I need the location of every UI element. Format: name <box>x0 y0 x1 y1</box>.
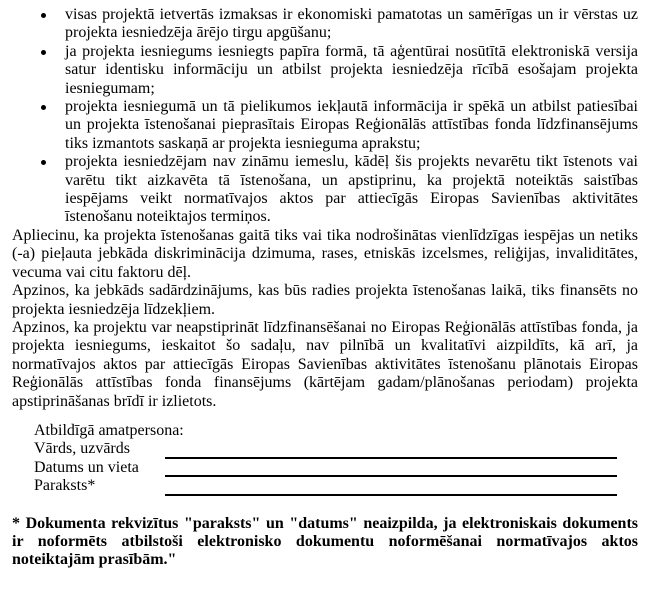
signature-row-date-place <box>34 459 638 477</box>
declaration-paragraph: Apzinos, ka jebkāds sadārdzinājums, kas būs radies projekta īstenošanas laikā, tiks finansēts no projekta iesniedzēja līdzekļiem. <box>12 282 638 318</box>
bullet-icon <box>41 13 46 18</box>
signature-label-signature: Paraksts* <box>34 477 96 495</box>
signature-line-date-place <box>165 459 617 477</box>
signature-line-name <box>165 441 617 459</box>
bullet-icon <box>41 160 46 165</box>
bullet-text: projekta iesniegumā un tā pielikumos iekļautā informācija ir spēkā un atbilst patiesībai un projekta īstenošanai pieprasītais Eiropas Reģionālās attīstības fonda līdzfinansējums tiks izmantots saskaņā ar projekta iesnieguma aprakstu; <box>65 98 638 152</box>
declaration-paragraph: Apzinos, ka projektu var neapstiprināt līdzfinansēšanai no Eiropas Reģionālās attīstības fonda, ja projekta iesniegums, ieskaitot šo sadaļu, nav pilnībā un kvalitatīvi aizpildīts, kā arī, ja normatīvajos aktos par attiecīgās Eiropas Savienības aktivitātes īstenošanu plānotais Eiropas Reģionālās attīstības fonda finansējums (kārtējam gadam/plānošanas periodam) projekta apstiprināšanas brīdī ir izlietots. <box>12 318 638 410</box>
signature-line-signature <box>165 478 617 496</box>
signature-block <box>34 422 638 496</box>
footnote: * Dokumenta rekvizītus "paraksts" un "datums" neaizpilda, ja elektroniskais dokuments ir noformēts atbilstoši elektronisko dokumentu noformēšanai normatīvajos aktos noteiktajām prasībām." <box>12 514 638 569</box>
bullet-text: projekta iesniedzējam nav zināmu iemeslu, kādēļ šis projekts nevarētu tikt īstenots vai varētu tikt aizkavēta tā īstenošana, un apstiprinu, ka projektā noteiktās saistības iespējams veikt normatīvajos aktos par attiecīgās Eiropas Savienības aktivitātes īstenošanu noteiktajos termiņos. <box>65 153 638 226</box>
bullet-text: visas projektā ietvertās izmaksas ir ekonomiski pamatotas un samērīgas un ir vērstas uz projekta iesniedzēja ārējo tirgu apgūšanu; <box>65 6 638 42</box>
bullet-text: ja projekta iesniegums iesniegts papīra formā, tā aģentūrai nosūtītā elektroniskā versija satur identisku informāciju un atbilst projekta iesniedzēja rīcībā esošajam projekta iesniegumam; <box>65 42 638 97</box>
bullet-item <box>12 153 638 227</box>
signature-row-signature <box>34 477 638 495</box>
signature-row-name <box>34 440 638 458</box>
bullet-icon <box>41 105 46 110</box>
bullet-icon <box>41 50 46 55</box>
declaration-paragraph: Apliecinu, ka projekta īstenošanas gaitā tiks vai tika nodrošinātas vienlīdzīgas iespējas un netiks (-a) pieļauta jebkāda diskriminācija dzimuma, rases, etniskās izcelsmes, reliģijas, invaliditātes, vecuma vai citu faktoru dēļ. <box>12 226 638 281</box>
signature-heading: Atbildīgā amatpersona: <box>34 421 184 439</box>
signature-label-name: Vārds, uzvārds <box>34 440 130 458</box>
signature-label-date-place: Datums un vieta <box>34 458 139 476</box>
bullet-item <box>12 98 638 153</box>
bullet-item <box>12 43 638 98</box>
declaration-bullet-list <box>12 6 638 227</box>
bullet-item <box>12 6 638 43</box>
